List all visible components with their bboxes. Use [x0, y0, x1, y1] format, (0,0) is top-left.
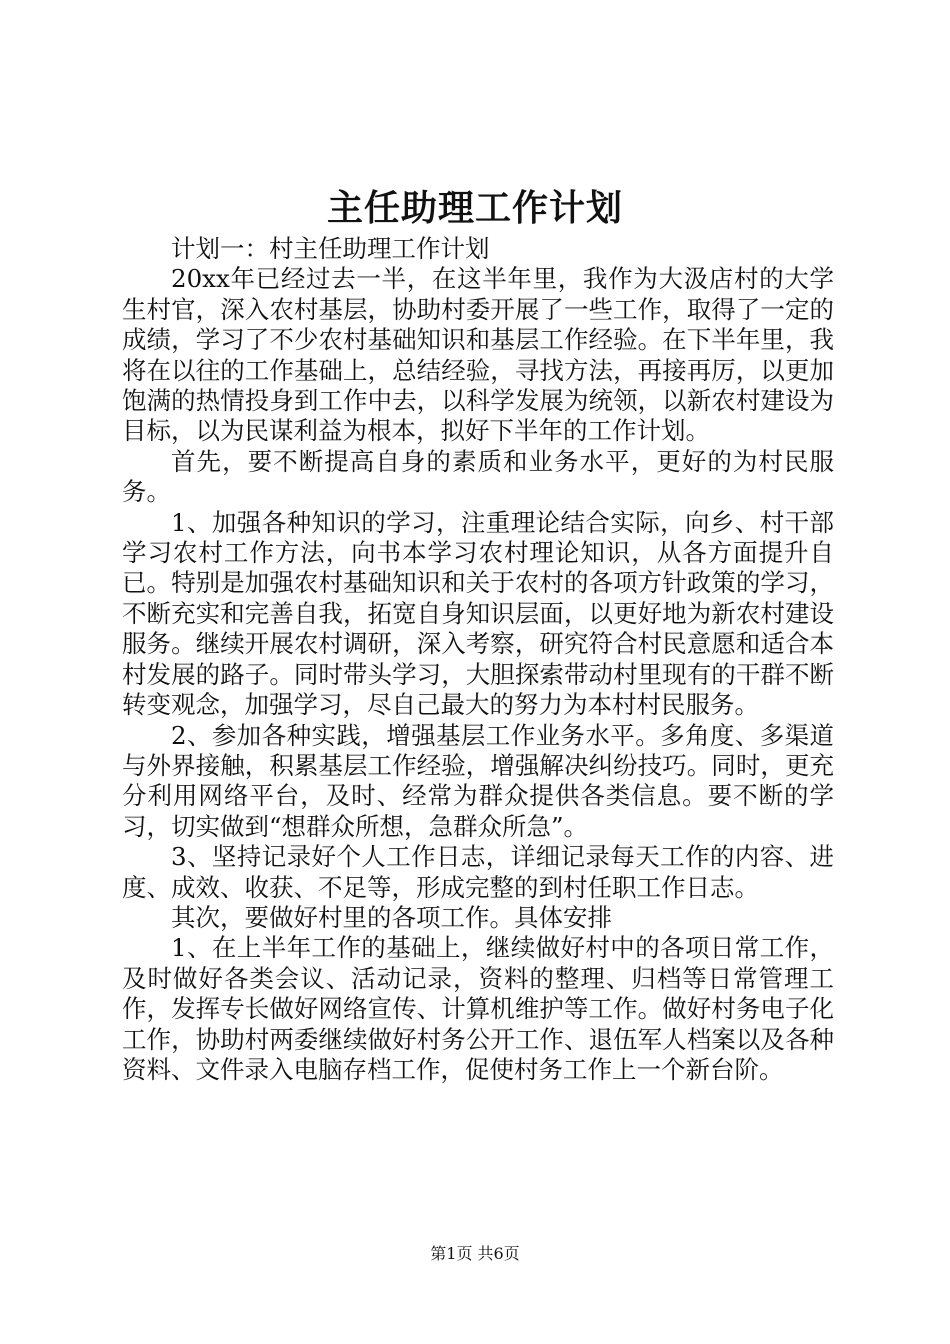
paragraph-intro: 20xx年已经过去一半，在这半年里，我作为大汲店村的大学生村官，深入农村基层，协助村委开展了一些工作，取得了一定的成绩，学习了不少农村基础知识和基层工作经验。在下半年里，我将在以往的工作基础上，总结经验，寻找方法，再接再厉，以更加饱满的热情投身到工作中去，以科学发展为统领，以新农村建设为目标，以为民谋利益为根本，拟好下半年的工作计划。 [122, 264, 834, 446]
page-footer: 第1页 共6页 [430, 1244, 520, 1263]
paragraph-item-1: 1、加强各种知识的学习，注重理论结合实际，向乡、村干部学习农村工作方法，向书本学习农村理论知识，从各方面提升自已。特别是加强农村基础知识和关于农村的各项方针政策的学习，不断充实和完善自我，拓宽自身知识层面，以更好地为新农村建设服务。继续开展农村调研，深入考察，研究符合村民意愿和适合本村发展的路子。同时带头学习，大胆探索带动村里现有的干群不断转变观念，加强学习，尽自己最大的努力为本村村民服务。 [122, 507, 834, 720]
document-body [122, 234, 834, 1085]
paragraph-first: 首先，要不断提高自身的素质和业务水平，更好的为村民服务。 [122, 446, 834, 507]
paragraph-second-item-1: 1、在上半年工作的基础上，继续做好村中的各项日常工作，及时做好各类会议、活动记录，资料的整理、归档等日常管理工作，发挥专长做好网络宣传、计算机维护等工作。做好村务电子化工作，协助村两委继续做好村务公开工作、退伍军人档案以及各种资料、文件录入电脑存档工作，促使村务工作上一个新台阶。 [122, 933, 834, 1084]
paragraph-second: 其次，要做好村里的各项工作。具体安排 [171, 902, 612, 932]
document-title: 主任助理工作计划 [326, 187, 623, 229]
paragraph-item-2: 2、参加各种实践，增强基层工作业务水平。多角度、多渠道与外界接触，积累基层工作经验，增强解决纠纷技巧。同时，更充分利用网络平台，及时、经常为群众提供各类信息。要不断的学习，切实做到“想群众所想，急群众所急”。 [122, 720, 834, 841]
paragraph-item-3: 3、坚持记录好个人工作日志，详细记录每天工作的内容、进度、成效、收获、不足等，形成完整的到村任职工作日志。 [122, 842, 834, 902]
paragraph-plan-heading: 计划一：村主任助理工作计划 [171, 234, 490, 263]
